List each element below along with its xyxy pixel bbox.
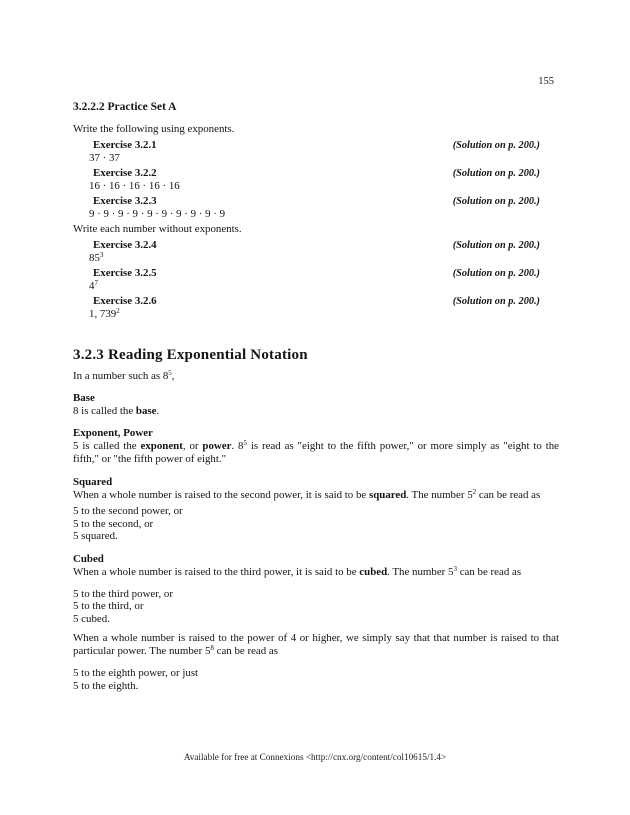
solution-reference: (Solution on p. 200.) [452, 240, 540, 251]
page-number: 155 [538, 76, 554, 87]
squared-readings-list [73, 505, 559, 543]
exponent-superscript: 3 [453, 564, 457, 573]
exercise-expression: 16 · 16 · 16 · 16 · 16 [89, 180, 180, 192]
exercise-3-2-5 [73, 267, 559, 293]
reading-line: 5 squared. [73, 530, 118, 542]
text-segment: can be read as [476, 489, 541, 501]
text-segment: When a whole number is raised to the second power, it is said to be [73, 489, 369, 501]
term-label-squared: Squared [73, 476, 113, 488]
footer-attribution: Available for free at Connexions <http://cnx.org/content/col10615/1.4> [183, 752, 447, 762]
exercise-header [93, 267, 559, 280]
text-segment: 8 is called the [73, 405, 136, 417]
term-text-exponent [73, 440, 559, 466]
term-text-cubed [73, 566, 559, 579]
reading-line: 5 to the eighth. [73, 679, 139, 692]
exercise-title: Exercise 3.2.1 [93, 139, 157, 151]
text-segment: . The number 5 [406, 489, 473, 501]
lead-text: In a number such as 8 [73, 370, 169, 382]
exponent-superscript: 2 [472, 488, 477, 496]
text-segment: is read as "eight to the fifth power," or more simply as "eight to the fifth," or "the fifth power of eight." [73, 440, 560, 465]
exercise-3-2-4 [73, 239, 559, 265]
exercise-title: Exercise 3.2.2 [93, 167, 157, 179]
exponent-superscript: 7 [94, 279, 98, 287]
intro-write-without-exponents: Write each number without exponents. [73, 223, 242, 235]
exercise-3-2-1 [73, 139, 559, 165]
exercise-3-2-6 [73, 295, 559, 321]
bold-term: base [135, 405, 157, 417]
exercise-expression [89, 308, 559, 321]
term-text-squared [73, 489, 559, 502]
exercise-expression: 9 · 9 · 9 · 9 · 9 · 9 · 9 · 9 · 9 · 9 [89, 208, 226, 220]
exercise-expression [89, 252, 559, 265]
text-segment: , or [182, 440, 203, 452]
solution-reference: (Solution on p. 200.) [452, 196, 540, 207]
term-text-base [73, 405, 559, 418]
eighth-readings-list [73, 667, 559, 692]
exercise-title: Exercise 3.2.6 [93, 295, 157, 307]
definition-base [73, 392, 559, 418]
reading-line: 5 to the third, or [73, 600, 144, 612]
exercise-header [93, 139, 559, 152]
exponent-superscript: 2 [116, 307, 120, 315]
exponent-superscript: 3 [99, 251, 104, 259]
exercise-title: Exercise 3.2.5 [93, 267, 157, 279]
text-segment: When a whole number is raised to the power of 4 or higher, we simply say that that number is raised to that particular power. The number 5 [73, 632, 559, 657]
text-segment: When a whole number is raised to the third power, it is said to be [73, 565, 360, 578]
intro-write-using-exponents: Write the following using exponents. [73, 123, 235, 135]
exercise-expression: 37 · 37 [89, 152, 120, 164]
page-content [73, 0, 559, 692]
exercise-expression [89, 280, 559, 293]
exponent-superscript: 5 [168, 369, 172, 377]
bold-term: power [202, 440, 232, 452]
solution-reference: (Solution on p. 200.) [452, 268, 540, 279]
text-segment: . 8 [231, 440, 244, 452]
definition-squared [73, 476, 559, 502]
lead-sentence [73, 370, 559, 383]
text-segment: can be read as [213, 645, 279, 657]
exponent-superscript: 8 [210, 644, 214, 652]
text-segment: . The number 5 [387, 565, 454, 578]
text-segment: . [156, 405, 160, 417]
bold-term: exponent [140, 440, 183, 452]
term-label-cubed: Cubed [73, 552, 104, 565]
reading-line: 5 to the second power, or [73, 505, 183, 517]
reading-line: 5 to the eighth power, or just [73, 667, 199, 679]
exercise-title: Exercise 3.2.4 [93, 239, 157, 251]
exercise-3-2-2 [73, 167, 559, 193]
exercise-header [93, 295, 559, 308]
solution-reference: (Solution on p. 200.) [452, 140, 540, 151]
exercise-3-2-3 [73, 195, 559, 221]
base-number: 85 [89, 252, 100, 264]
practice-set-heading: 3.2.2.2 Practice Set A [73, 101, 177, 113]
reading-line: 5 to the third power, or [73, 587, 173, 600]
term-label-exponent: Exponent, Power [73, 427, 153, 439]
exercise-header [93, 195, 559, 208]
exercise-title: Exercise 3.2.3 [93, 195, 157, 207]
exponent-superscript: 5 [243, 439, 247, 447]
lead-text-tail: , [171, 370, 175, 382]
solution-reference: (Solution on p. 200.) [452, 296, 540, 307]
reading-line: 5 cubed. [73, 612, 110, 625]
reading-section-heading: 3.2.3 Reading Exponential Notation [73, 347, 308, 363]
text-segment: 5 is called the [73, 440, 141, 452]
term-label-base: Base [73, 392, 95, 404]
definition-cubed [73, 553, 559, 579]
bold-term: cubed [359, 565, 388, 578]
higher-powers-paragraph [73, 632, 559, 658]
definition-exponent-power [73, 427, 559, 466]
reading-line: 5 to the second, or [73, 517, 154, 530]
exercise-header [93, 167, 559, 180]
cubed-readings-list [73, 588, 559, 626]
bold-term: squared [368, 489, 407, 501]
base-number: 1, 739 [89, 308, 117, 320]
solution-reference: (Solution on p. 200.) [452, 168, 540, 179]
text-segment: can be read as [456, 565, 522, 578]
exercise-header [93, 239, 559, 252]
base-number: 4 [89, 280, 95, 292]
